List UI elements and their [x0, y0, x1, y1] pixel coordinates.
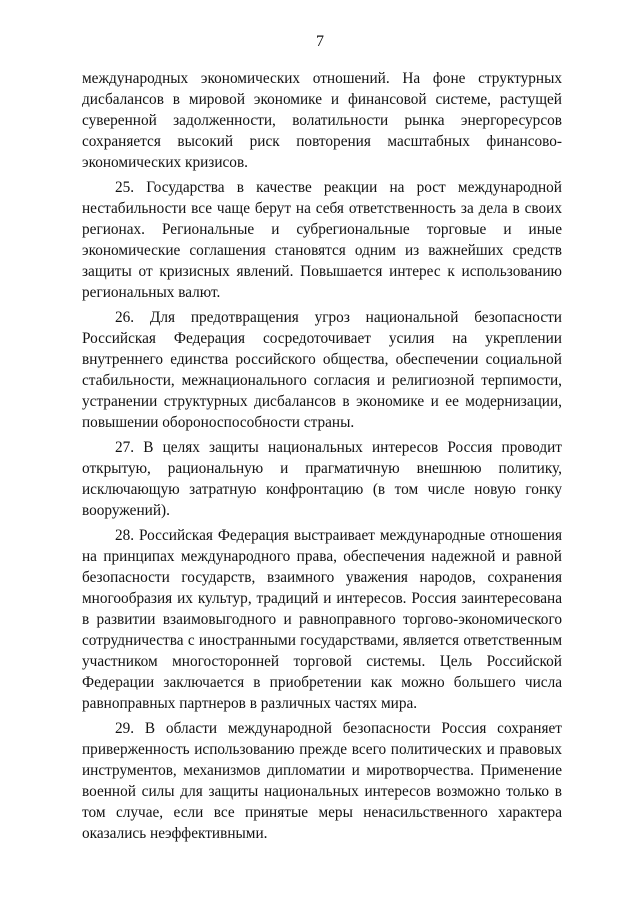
document-body — [82, 68, 562, 848]
page-number: 7 — [316, 33, 324, 50]
paragraph-26: 26. Для предотвращения угроз национальной безопасности Российская Федерация сосредоточивает усилия на укреплении внутреннего единства российского общества, обеспечении социальной стабильности, межнационального согласия и религиозной терпимости, устранении структурных дисбалансов в экономике и ее модернизации, повышении обороноспособности страны. — [82, 309, 562, 431]
paragraph-25: 25. Государства в качестве реакции на рост международной нестабильности все чаще берут на себя ответственность за дела в своих регионах. Региональные и субрегиональные торговые и иные экономические соглашения становятся одним из важнейших средств защиты от кризисных явлений. Повышается интерес к использованию региональных валют. — [82, 179, 562, 301]
paragraph-28: 28. Российская Федерация выстраивает международные отношения на принципах международного права, обеспечения надежной и равной безопасности государств, взаимного уважения народов, сохранения многообразия их культур, традиций и интересов. Россия заинтересована в развитии взаимовыгодного и равноправного торгово-экономического сотрудничества с иностранными государствами, является ответственным участником многосторонней торговой системы. Цель Российской Федерации заключается в приобретении как можно большего числа равноправных партнеров в различных частях мира. — [82, 527, 562, 712]
paragraph-27: 27. В целях защиты национальных интересов Россия проводит открытую, рациональную и прагматичную внешнюю политику, исключающую затратную конфронтацию (в том числе новую гонку вооружений). — [82, 439, 562, 519]
paragraph-continuation: международных экономических отношений. На фоне структурных дисбалансов в мировой экономике и финансовой системе, растущей суверенной задолженности, волатильности рынка энергоресурсов сохраняется высокий риск повторения масштабных финансово-экономических кризисов. — [82, 70, 562, 171]
paragraph-29: 29. В области международной безопасности Россия сохраняет приверженность использованию прежде всего политических и правовых инструментов, механизмов дипломатии и миротворчества. Применение военной силы для защиты национальных интересов возможно только в том случае, если все принятые меры ненасильственного характера оказались неэффективными. — [82, 720, 562, 842]
